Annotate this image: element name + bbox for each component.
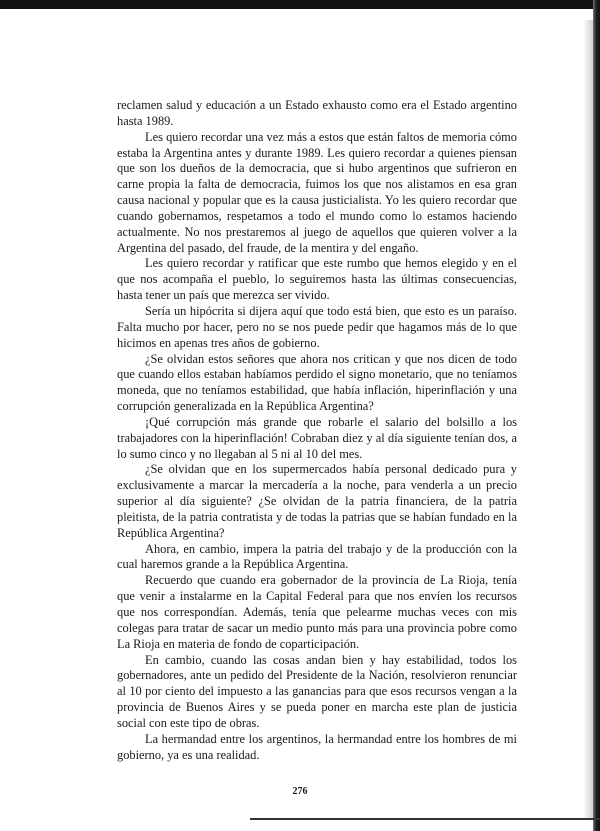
paragraph-5: ¿Se olvidan estos señores que ahora nos critican y que nos dicen de todo que cuando ellos estaban habíamos perdido el signo monetario, que no teníamos moneda, que no teníamos estabilidad, que había inflación, hiperinflación y una corrupción generalizada en la República Argentina?	[117, 351, 517, 414]
paragraph-2: Les quiero recordar una vez más a estos que están faltos de memoria cómo estaba la Argentina antes y durante 1989. Les quiero recordar a quienes piensan que son los dueños de la democracia, que si hubo argentinos que sufrieron en carne propia la falta de democracia, fuimos los que nos alistamos en esa gran causa nacional y popular que es la causa justicialista. Yo les quiero recordar que cuando gobernamos, respetamos a todo el mundo como lo estamos haciendo actualmente. No nos prestaremos al juego de aquellos que quieren volver a la Argentina del pasado, del fraude, de la mentira y del engaño.	[117, 129, 517, 255]
paragraph-11: La hermandad entre los argentinos, la hermandad entre los hombres de mi gobierno, ya es una realidad.	[117, 731, 517, 762]
body-text	[117, 98, 517, 763]
page-number: 276	[292, 786, 308, 797]
top-scan-border	[0, 0, 600, 9]
paragraph-8: Ahora, en cambio, impera la patria del trabajo y de la producción con la cual haremos grande a la República Argentina.	[117, 541, 517, 572]
paragraph-1: reclamen salud y educación a un Estado exhausto como era el Estado argentino hasta 1989.	[117, 98, 517, 128]
paragraph-6: ¡Qué corrupción más grande que robarle el salario del bolsillo a los trabajadores con la hiperinflación! Cobraban diez y al día siguiente tenían dos, a lo sumo cinco y no llegaban al 5 ni al 10 del mes.	[117, 414, 517, 461]
paragraph-7: ¿Se olvidan que en los supermercados había personal dedicado pura y exclusivamente a marcar la mercadería a la noche, para venderla a un precio superior al día siguiente? ¿Se olvidan de la patria financiera, de la patria pleitista, de la patria contratista y de todas la patrias que se habían fundado en la República Argentina?	[117, 462, 517, 540]
paragraph-3: Les quiero recordar y ratificar que este rumbo que hemos elegido y en el que nos acompaña el pueblo, lo seguiremos hasta las últimas consecuencias, hasta tener un país que merezca ser vivido.	[117, 256, 517, 303]
bottom-scan-rule	[250, 818, 600, 820]
right-scan-border	[593, 0, 600, 831]
paragraph-4: Sería un hipócrita si dijera aquí que todo está bien, que esto es un paraíso. Falta mucho por hacer, pero no se nos puede pedir que hagamos más de lo que hicimos en apenas tres años de gobierno.	[117, 303, 517, 350]
page-edge-shadow	[583, 20, 593, 820]
paragraph-9: Recuerdo que cuando era gobernador de la provincia de La Rioja, tenía que venir a instalarme en la Capital Federal para que nos envíen los recursos que nos correspondían. Además, tenía que pelearme muchas veces con mis colegas para tratar de sacar un medio punto más para una provincia pobre como La Rioja en materia de fondo de coparticipación.	[117, 573, 517, 651]
paragraph-10: En cambio, cuando las cosas andan bien y hay estabilidad, todos los gobernadores, ante un pedido del Presidente de la Nación, resolvieron renunciar al 10 por ciento del impuesto a las ganancias para que esos recursos vengan a la provincia de Buenos Aires y se pueda poner en marcha este plan de justicia social con este tipo de obras.	[117, 652, 517, 730]
